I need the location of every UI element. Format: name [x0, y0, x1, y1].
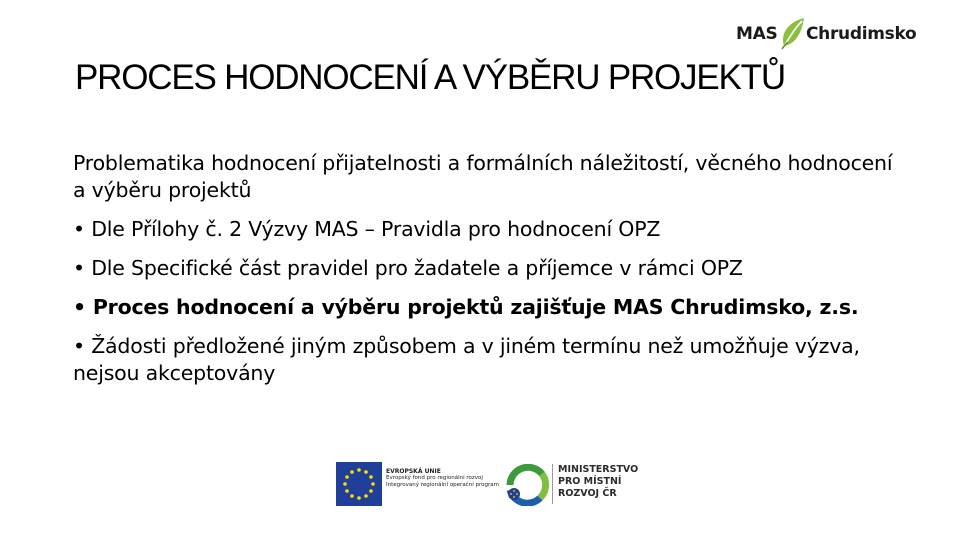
mmr-line: MINISTERSTVO — [558, 464, 639, 475]
mmr-logo-icon — [502, 464, 554, 506]
page-title: PROCES HODNOCENÍ A VÝBĚRU PROJEKTŮ — [75, 58, 785, 97]
eu-flag-icon — [336, 462, 382, 506]
footer-logos — [336, 462, 639, 508]
bullet-item: • Dle Specifické část pravidel pro žadatele a příjemce v rámci OPZ — [73, 256, 743, 280]
eu-line: EVROPSKÁ UNIE — [386, 468, 441, 475]
eu-line: Integrovaný regionální operační program — [386, 482, 499, 488]
eu-program-text — [386, 468, 499, 489]
mmr-divider — [552, 464, 553, 504]
mmr-line: PRO MÍSTNÍ — [558, 476, 622, 487]
mmr-line: ROZVOJ ČR — [558, 488, 617, 499]
mas-chrudimsko-logo — [736, 14, 916, 54]
bullet-item: • Proces hodnocení a výběru projektů zajišťuje MAS Chrudimsko, z.s. — [73, 295, 859, 319]
bullet-item: • Žádosti předložené jiným způsobem a v jiném termínu než umožňuje výzva, nejsou akceptovány — [73, 334, 860, 385]
logo-mas-text: MAS — [736, 24, 778, 44]
mmr-text — [558, 464, 638, 500]
logo-chrudimsko-text: Chrudimsko — [806, 24, 917, 44]
bullet-item: • Dle Přílohy č. 2 Výzvy MAS – Pravidla pro hodnocení OPZ — [73, 217, 661, 241]
eu-line: Evropský fond pro regionální rozvoj — [386, 475, 483, 481]
intro-text: Problematika hodnocení přijatelnosti a formálních náležitostí, věcného hodnocení a výběru projektů — [73, 151, 893, 202]
leaf-icon — [778, 16, 806, 50]
slide-body — [73, 150, 893, 399]
